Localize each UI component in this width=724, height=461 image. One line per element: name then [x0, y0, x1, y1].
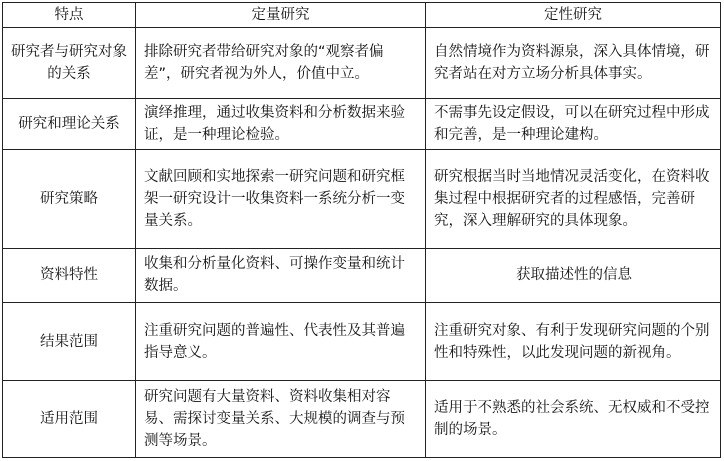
quantitative-cell: 注重研究问题的普遍性、代表性及其普遍指导意义。	[136, 302, 426, 381]
table-row	[3, 302, 721, 381]
table-row	[3, 99, 721, 149]
qualitative-cell: 自然情境作为资料源泉，深入具体情境，研究者站在对方立场分析具体事实。	[426, 28, 721, 99]
quantitative-cell: 演绎推理，通过收集资料和分析数据来验证，是一种理论检验。	[136, 99, 426, 149]
quantitative-cell: 收集和分析量化资料、可操作变量和统计数据。	[136, 248, 426, 302]
header-row	[3, 3, 721, 28]
qualitative-cell: 适用于不熟悉的社会系统、无权威和不受控制的场景。	[426, 381, 721, 458]
table-row	[3, 381, 721, 458]
qualitative-cell: 获取描述性的信息	[426, 248, 721, 302]
qualitative-cell: 不需事先设定假设，可以在研究过程中形成和完善，是一种理论建构。	[426, 99, 721, 149]
qualitative-cell: 注重研究对象、有利于发现研究问题的个别性和特殊性，以此发现问题的新视角。	[426, 302, 721, 381]
comparison-table	[2, 2, 721, 458]
row-label: 研究和理论关系	[3, 99, 136, 149]
row-label: 适用范围	[3, 381, 136, 458]
quantitative-cell: 文献回顾和实地探索一研究问题和研究框架一研究设计一收集资料一系统分析一变量关系。	[136, 149, 426, 248]
row-label: 资料特性	[3, 248, 136, 302]
row-label: 结果范围	[3, 302, 136, 381]
header-qualitative: 定性研究	[426, 3, 721, 28]
row-label: 研究者与研究对象的关系	[3, 28, 136, 99]
table-row	[3, 248, 721, 302]
header-quantitative: 定量研究	[136, 3, 426, 28]
quantitative-cell: 排除研究者带给研究对象的“观察者偏差”，研究者视为外人，价值中立。	[136, 28, 426, 99]
header-feature: 特点	[3, 3, 136, 28]
qualitative-cell: 研究根据当时当地情况灵活变化，在资料收集过程中根据研究者的过程感悟，完善研究，深入理解研究的具体现象。	[426, 149, 721, 248]
table-row	[3, 149, 721, 248]
row-label: 研究策略	[3, 149, 136, 248]
quantitative-cell: 研究问题有大量资料、资料收集相对容易、需探讨变量关系、大规模的调查与预测等场景。	[136, 381, 426, 458]
table-row	[3, 28, 721, 99]
